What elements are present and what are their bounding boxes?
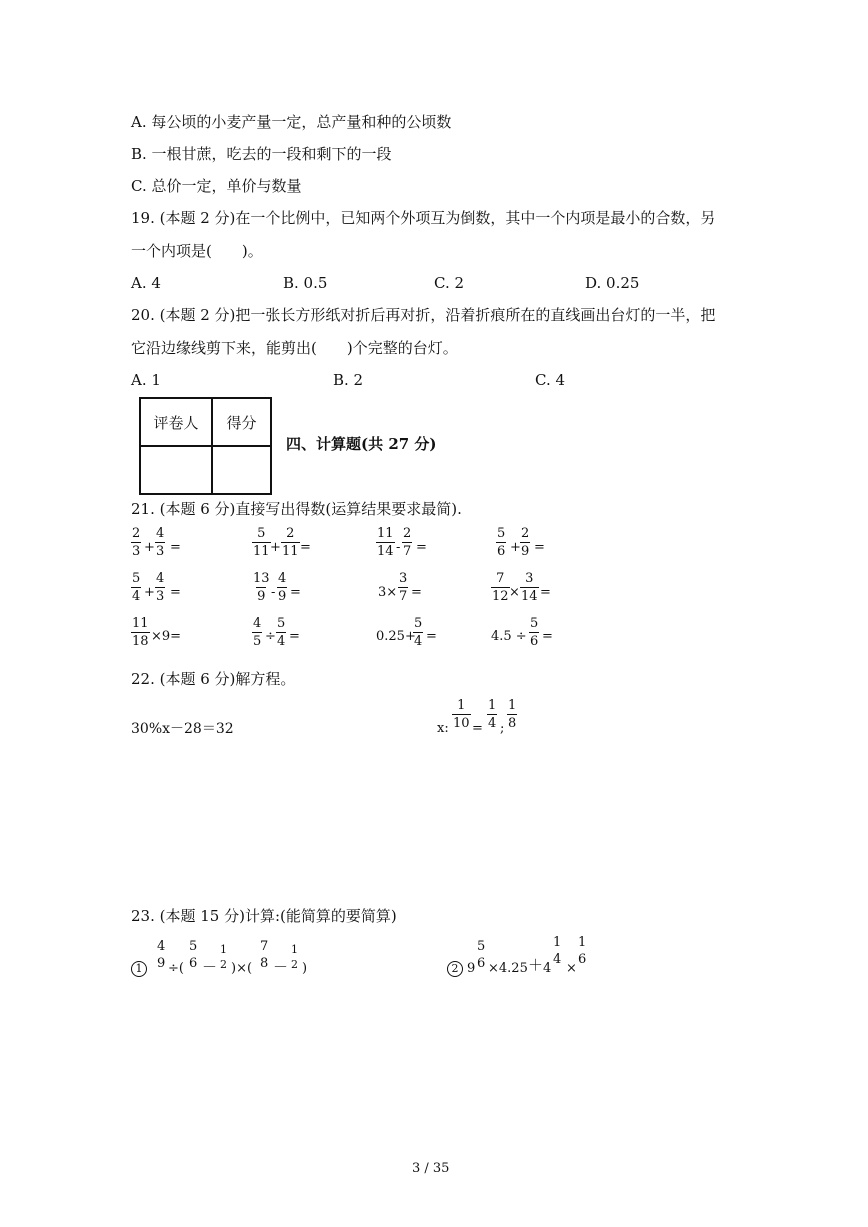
section4-title: 四、计算题(共 27 分) bbox=[286, 435, 437, 453]
q22-title: 22. (本题 6 分)解方程。 bbox=[131, 670, 296, 688]
q20-option-b: B. 2 bbox=[333, 371, 364, 389]
q19-option-b: B. 0.5 bbox=[283, 274, 328, 292]
q18-option-b: B. 一根甘蔗，吃去的一段和剩下的一段 bbox=[131, 145, 392, 163]
reviewer-cell bbox=[140, 446, 212, 494]
q18-option-a: A. 每公顷的小麦产量一定，总产量和种的公顷数 bbox=[131, 113, 452, 131]
q21-title: 21. (本题 6 分)直接写出得数(运算结果要求最简). bbox=[131, 500, 462, 518]
score-header: 得分 bbox=[212, 398, 271, 446]
q19-option-d: D. 0.25 bbox=[585, 274, 640, 292]
q19-line2: 一个内项是( )。 bbox=[131, 242, 263, 260]
q19-option-c: C. 2 bbox=[434, 274, 465, 292]
score-cell bbox=[212, 446, 271, 494]
q19-option-a: A. 4 bbox=[131, 274, 161, 292]
q23-title: 23. (本题 15 分)计算:(能简算的要简算) bbox=[131, 907, 397, 925]
circled-number-1: 1 bbox=[131, 961, 147, 977]
page-number: 3 / 35 bbox=[412, 1161, 450, 1176]
q22-equation-1: 30%x－28＝32 bbox=[131, 721, 234, 737]
q20-line2: 它沿边缘线剪下来，能剪出( )个完整的台灯。 bbox=[131, 339, 458, 357]
reviewer-header: 评卷人 bbox=[140, 398, 212, 446]
q18-option-c: C. 总价一定，单价与数量 bbox=[131, 177, 302, 195]
q19-line1: 19. (本题 2 分)在一个比例中，已知两个外项互为倒数，其中一个内项是最小的合数，另 bbox=[131, 209, 716, 227]
q20-option-a: A. 1 bbox=[131, 371, 161, 389]
q20-line1: 20. (本题 2 分)把一张长方形纸对折后再对折，沿着折痕所在的直线画出台灯的一半，把 bbox=[131, 306, 716, 324]
circled-number-2: 2 bbox=[447, 961, 463, 977]
q20-option-c: C. 4 bbox=[535, 371, 566, 389]
grading-table bbox=[139, 397, 272, 495]
